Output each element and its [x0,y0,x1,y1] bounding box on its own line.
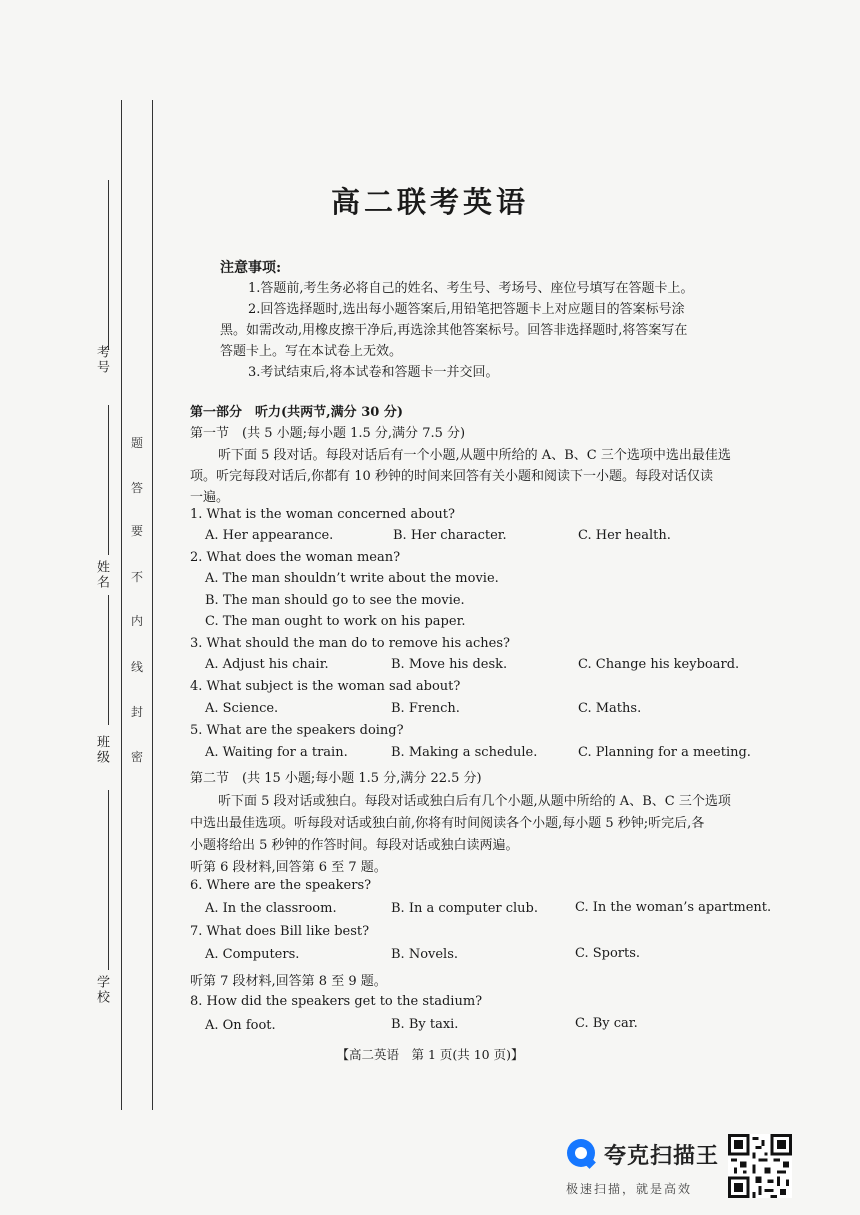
material-6-heading: 听第 6 段材料,回答第 6 至 7 题。 [190,860,387,875]
notice-line: 3.考试结束后,将本试卷和答题卡一并交回。 [248,365,499,380]
option-b: B. By taxi. [391,1017,459,1032]
option-b: B. Novels. [391,947,459,962]
option-a: A. The man shouldn’t write about the movie. [205,571,499,586]
question: 6. Where are the speakers? [190,878,372,893]
option-c: C. The man ought to work on his paper. [205,614,466,629]
question: 7. What does Bill like best? [190,924,370,939]
section2-instruction: 中选出最佳选项。听每段对话或独白前,你将有时间阅读各个小题,每小题 5 秒钟;听完后,各 [190,816,705,831]
question: 4. What subject is the woman sad about? [190,679,461,694]
question: 2. What does the woman mean? [190,550,401,565]
option-c: C. Sports. [575,946,641,961]
option-c: C. Her health. [578,528,671,543]
question: 8. How did the speakers get to the stadium? [190,994,483,1009]
notice-line: 1.答题前,考生务必将自己的姓名、考生号、考场号、座位号填写在答题卡上。 [248,281,694,296]
option-a: A. In the classroom. [205,901,337,916]
binding-line-outer [121,100,122,1110]
option-b: B. French. [391,701,460,716]
scanner-app-name: 夸克扫描王 [604,1144,720,1169]
section1-instruction: 听下面 5 段对话。每段对话后有一个小题,从题中所给的 A、B、C 三个选项中选出最佳选 [218,448,731,463]
page-title: 高二联考英语 [330,185,529,219]
seal-char: 密 [131,750,144,764]
option-a: A. Her appearance. [205,528,334,543]
option-c: C. Planning for a meeting. [578,745,751,760]
page-footer: 【高二英语 第 1 页(共 10 页)】 [336,1047,524,1062]
option-c: C. Maths. [578,701,642,716]
question: 1. What is the woman concerned about? [190,507,455,522]
option-b: B. In a computer club. [391,901,538,916]
material-7-heading: 听第 7 段材料,回答第 8 至 9 题。 [190,974,387,989]
option-b: B. Making a schedule. [391,745,538,760]
scanner-slogan: 极速扫描，就是高效 [566,1182,693,1196]
seal-char: 内 [131,614,144,628]
option-b: B. Move his desk. [391,657,508,672]
binding-line-inner [152,100,153,1110]
notice-line: 答题卡上。写在本试卷上无效。 [220,344,403,359]
section2-instruction: 小题将给出 5 秒钟的作答时间。每段对话或独白读两遍。 [190,838,519,853]
option-c: C. In the woman’s apartment. [575,900,772,915]
option-c: C. By car. [575,1016,638,1031]
seal-char: 答 [131,481,144,495]
name-label: 姓名 [94,560,109,590]
seal-char: 线 [131,660,144,674]
option-b: B. Her character. [393,528,507,543]
section1-heading: 第一节 (共 5 小题;每小题 1.5 分,满分 7.5 分) [190,426,466,441]
notice-heading: 注意事项: [220,260,282,276]
school-label: 学校 [94,975,109,1005]
option-a: A. On foot. [205,1018,276,1033]
notice-line: 2.回答选择题时,选出每小题答案后,用铅笔把答题卡上对应题目的答案标号涂 [248,302,685,317]
option-a: A. Waiting for a train. [205,745,348,760]
qr-code-icon [728,1134,792,1198]
class-label: 班级 [94,735,109,765]
section2-instruction: 听下面 5 段对话或独白。每段对话或独白后有几个小题,从题中所给的 A、B、C 三个选项 [218,794,731,809]
question: 3. What should the man do to remove his aches? [190,636,511,651]
seal-char: 要 [131,524,144,538]
scanner-logo-icon [567,1139,595,1167]
school-field-line [108,790,109,970]
question: 5. What are the speakers doing? [190,723,404,738]
name-field-line [108,405,109,555]
seal-char: 不 [131,570,144,584]
part1-heading: 第一部分 听力(共两节,满分 30 分) [190,405,403,420]
class-field-line [108,595,109,725]
option-a: A. Science. [205,701,279,716]
seal-char: 封 [131,705,144,719]
option-b: B. The man should go to see the movie. [205,593,465,608]
notice-line: 黑。如需改动,用橡皮擦干净后,再选涂其他答案标号。回答非选择题时,将答案写在 [220,323,688,338]
section1-instruction: 项。听完每段对话后,你都有 10 秒钟的时间来回答有关小题和阅读下一小题。每段对话仅读 [190,469,713,484]
section2-heading: 第二节 (共 15 小题;每小题 1.5 分,满分 22.5 分) [190,771,482,786]
option-a: A. Computers. [205,947,300,962]
exam-number-label: 考号 [94,345,109,375]
option-a: A. Adjust his chair. [205,657,329,672]
option-c: C. Change his keyboard. [578,657,740,672]
seal-char: 题 [131,436,144,450]
section1-instruction: 一遍。 [190,490,230,505]
